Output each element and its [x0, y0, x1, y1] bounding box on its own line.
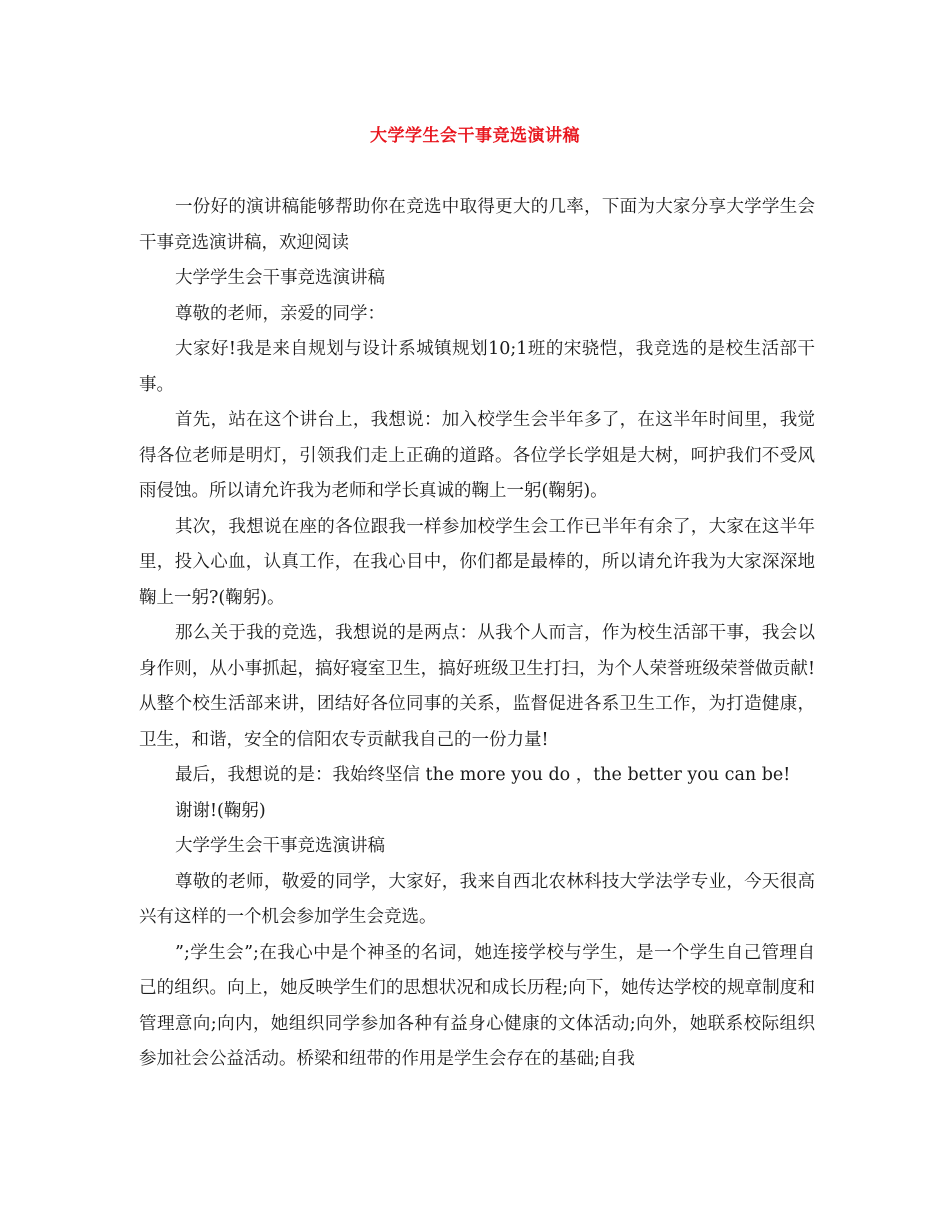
- paragraph-greeting-2: 尊敬的老师，敬爱的同学，大家好，我来自西北农林科技大学法学专业，今天很高兴有这样的一个机会参加学生会竞选。: [139, 871, 815, 927]
- paragraph-greeting-1: 尊敬的老师，亲爱的同学：: [175, 303, 385, 324]
- document-title: 大学学生会干事竞选演讲稿: [370, 126, 580, 146]
- paragraph-second: 其次，我想说在座的各位跟我一样参加校学生会工作已半年有余了，大家在这半年里，投入心血，认真工作，在我心目中，你们都是最棒的，所以请允许我为大家深深地鞠上一躬?(鞠躬)。: [139, 516, 815, 608]
- paragraph-student-union: ”;学生会”;在我心中是个神圣的名词，她连接学校与学生，是一个学生自己管理自己的组织。向上，她反映学生们的思想状况和成长历程;向下，她传达学校的规章制度和管理意向;向内，她组织同学参加各种有益身心健康的文体活动;向外，她联系校际组织参加社会公益活动。桥梁和纽带的作用是学生会存在的基础;自我: [139, 942, 815, 1069]
- paragraph-heading-1: 大学学生会干事竞选演讲稿: [175, 268, 385, 288]
- paragraph-final: 最后，我想说的是：我始终坚信 the more you do ，the better you can be!: [175, 765, 791, 785]
- paragraph-intro: 一份好的演讲稿能够帮助你在竞选中取得更大的几率，下面为大家分享大学学生会干事竞选演讲稿，欢迎阅读: [139, 197, 815, 253]
- paragraph-first: 首先，站在这个讲台上，我想说：加入校学生会半年多了，在这半年时间里，我觉得各位老师是明灯，引领我们走上正确的道路。各位学长学姐是大树，呵护我们不受风雨侵蚀。所以请允许我为老师和学长真诚的鞠上一躬(鞠躬)。: [139, 410, 815, 501]
- paragraph-thanks: 谢谢!(鞠躬): [175, 800, 266, 821]
- paragraph-self-intro: 大家好!我是来自规划与设计系城镇规划10;1班的宋骁恺，我竞选的是校生活部干事。: [139, 339, 815, 395]
- paragraph-campaign: 那么关于我的竞选，我想说的是两点：从我个人而言，作为校生活部干事，我会以身作则，从小事抓起，搞好寝室卫生，搞好班级卫生打扫，为个人荣誉班级荣誉做贡献!从整个校生活部来讲，团结好各位同事的关系，监督促进各系卫生工作，为打造健康，卫生，和谐，安全的信阳农专贡献我自己的一份力量!: [139, 623, 815, 750]
- document-body: [139, 190, 815, 1078]
- paragraph-heading-2: 大学学生会干事竞选演讲稿: [175, 836, 385, 856]
